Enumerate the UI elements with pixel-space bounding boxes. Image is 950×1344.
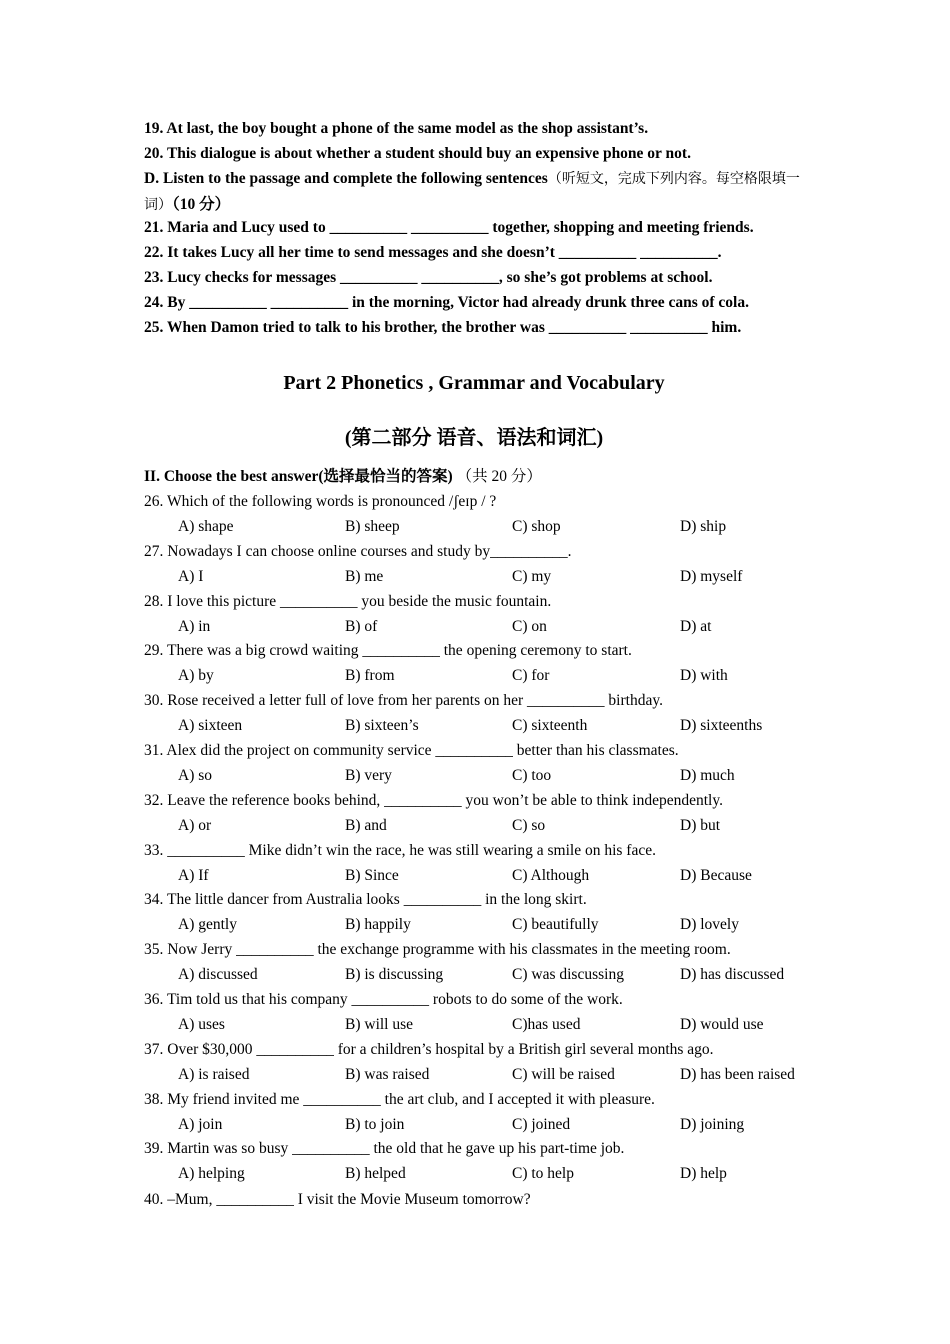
section-ii-title-text: II. Choose the best answer(选择最恰当的答案)	[144, 468, 453, 485]
question-34: 34. The little dancer from Australia looks __________ in the long skirt.	[144, 891, 587, 908]
option-a: A) shape	[178, 518, 234, 535]
question-33: 33. __________ Mike didn’t win the race, he was still wearing a smile on his face.	[144, 842, 656, 859]
section-ii-score: （共 20 分）	[456, 468, 542, 485]
question-39: 39. Martin was so busy __________ the old that he gave up his part-time job.	[144, 1140, 625, 1157]
option-a: A) so	[178, 767, 213, 784]
option-d: D) myself	[680, 568, 743, 585]
question-38: 38. My friend invited me __________ the art club, and I accepted it with pleasure.	[144, 1091, 655, 1108]
option-a: A) by	[178, 667, 214, 684]
option-a: A) uses	[178, 1016, 225, 1033]
option-a: A) or	[178, 817, 212, 834]
option-c: C) beautifully	[512, 916, 599, 933]
option-c: C) was discussing	[512, 966, 624, 983]
question-19: 19. At last, the boy bought a phone of the same model as the shop assistant’s.	[144, 120, 649, 137]
option-d: D) much	[680, 767, 735, 784]
option-c: C) on	[512, 618, 547, 635]
question-32: 32. Leave the reference books behind, __________ you won’t be able to think independently.	[144, 792, 723, 809]
part2-subtitle-text: (第二部分 语音、语法和词汇)	[344, 427, 604, 449]
option-c: C) so	[512, 817, 546, 834]
option-b: B) of	[345, 618, 378, 635]
question-28: 28. I love this picture __________ you beside the music fountain.	[144, 593, 552, 610]
option-b: B) is discussing	[345, 966, 444, 983]
option-b: B) from	[345, 667, 395, 684]
option-b: B) happily	[345, 916, 411, 933]
option-c: C) too	[512, 767, 552, 784]
question-26: 26. Which of the following words is pronounced /ʃeɪp / ?	[144, 493, 497, 510]
option-c: C) will be raised	[512, 1066, 615, 1083]
option-a: A) If	[178, 867, 209, 884]
option-a: A) sixteen	[178, 717, 243, 734]
question-30: 30. Rose received a letter full of love from her parents on her __________ birthday.	[144, 692, 663, 709]
question-40: 40. –Mum, __________ I visit the Movie Museum tomorrow?	[144, 1191, 531, 1208]
option-c: C) for	[512, 667, 550, 684]
option-d: D) at	[680, 618, 712, 635]
option-c: C) my	[512, 568, 552, 585]
option-a: A) I	[178, 568, 204, 585]
option-b: B) helped	[345, 1165, 406, 1182]
option-c: C) sixteenth	[512, 717, 588, 734]
section-d-instruction	[144, 166, 816, 218]
option-b: B) sixteen’s	[345, 717, 419, 734]
option-a: A) discussed	[178, 966, 258, 983]
option-b: B) very	[345, 767, 392, 784]
option-a: A) in	[178, 618, 211, 635]
section-d-title: D. Listen to the passage and complete the following sentences	[144, 170, 548, 187]
option-c: C)has used	[512, 1016, 581, 1033]
option-c: C) Although	[512, 867, 590, 884]
option-c: C) shop	[512, 518, 561, 535]
option-d: D) Because	[680, 867, 752, 884]
option-b: B) to join	[345, 1116, 405, 1133]
section-ii-title	[144, 467, 542, 487]
option-d: D) would use	[680, 1016, 764, 1033]
option-d: D) with	[680, 667, 728, 684]
option-c: C) joined	[512, 1116, 571, 1133]
part2-title: Part 2 Phonetics , Grammar and Vocabulary	[283, 372, 665, 394]
option-b: B) was raised	[345, 1066, 430, 1083]
question-21: 21. Maria and Lucy used to __________ __________ together, shopping and meeting friends.	[144, 219, 754, 236]
option-b: B) will use	[345, 1016, 414, 1033]
option-a: A) join	[178, 1116, 223, 1133]
option-b: B) sheep	[345, 518, 400, 535]
option-a: A) helping	[178, 1165, 245, 1182]
option-d: D) has been raised	[680, 1066, 795, 1083]
option-b: B) Since	[345, 867, 399, 884]
question-22: 22. It takes Lucy all her time to send messages and she doesn’t __________ __________.	[144, 244, 722, 261]
option-d: D) ship	[680, 518, 727, 535]
section-d-score: （10 分）	[172, 196, 231, 213]
question-29: 29. There was a big crowd waiting __________ the opening ceremony to start.	[144, 642, 632, 659]
option-d: D) help	[680, 1165, 727, 1182]
option-a: A) is raised	[178, 1066, 250, 1083]
option-d: D) has discussed	[680, 966, 785, 983]
question-36: 36. Tim told us that his company __________ robots to do some of the work.	[144, 991, 623, 1008]
question-27: 27. Nowadays I can choose online courses and study by__________.	[144, 543, 572, 560]
question-37: 37. Over $30,000 __________ for a children’s hospital by a British girl several months ago.	[144, 1041, 714, 1058]
option-d: D) but	[680, 817, 721, 834]
question-31: 31. Alex did the project on community service __________ better than his classmates.	[144, 742, 679, 759]
option-d: D) sixteenths	[680, 717, 763, 734]
option-d: D) joining	[680, 1116, 745, 1133]
option-d: D) lovely	[680, 916, 739, 933]
option-b: B) me	[345, 568, 384, 585]
question-25: 25. When Damon tried to talk to his brother, the brother was __________ __________ him.	[144, 319, 742, 336]
question-23: 23. Lucy checks for messages __________ __________, so she’s got problems at school.	[144, 269, 713, 286]
question-24: 24. By __________ __________ in the morning, Victor had already drunk three cans of cola.	[144, 294, 749, 311]
question-35: 35. Now Jerry __________ the exchange programme with his classmates in the meeting room.	[144, 941, 731, 958]
part2-subtitle	[144, 421, 804, 450]
option-c: C) to help	[512, 1165, 574, 1182]
option-a: A) gently	[178, 916, 237, 933]
question-20: 20. This dialogue is about whether a student should buy an expensive phone or not.	[144, 145, 691, 162]
section-d-title-cn: （听短文，完成下列内容。每空格限填一词）	[144, 171, 800, 213]
option-b: B) and	[345, 817, 387, 834]
